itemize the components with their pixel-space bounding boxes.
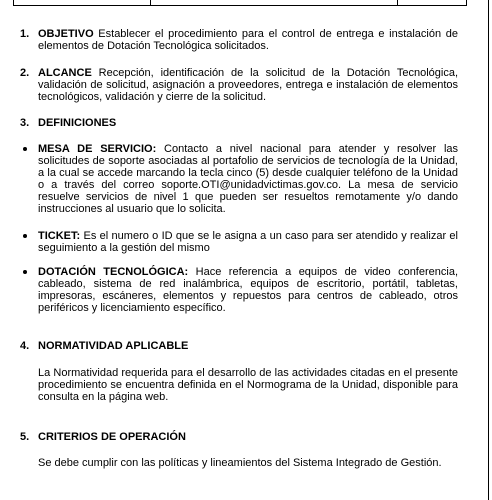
section-number: 4. xyxy=(20,340,30,352)
section-heading: ALCANCE xyxy=(38,67,92,79)
definition-text: Es el numero o ID que se le asigna a un caso para ser atendido y realizar el seguimiento a la gestión del mismo xyxy=(38,230,458,254)
section-heading: OBJETIVO xyxy=(38,28,94,40)
section-alcance xyxy=(38,67,458,103)
section-text: Se debe cumplir con las políticas y lineamientos del Sistema Integrado de Gestión. xyxy=(38,457,442,469)
section-number: 1. xyxy=(20,28,30,40)
definition-ticket xyxy=(38,230,458,254)
definition-term: DOTACIÓN TECNOLÓGICA: xyxy=(38,266,189,278)
definition-term: MESA DE SERVICIO: xyxy=(38,143,157,155)
definition-text: Contacto a nivel nacional para atender y resolver las solicitudes de soporte asociadas al portafolio de servicios de tecnología de la Unidad, a la cual se accede marcando la tecla cinco (5) desde cualquier teléfono de la Unidad o a través del correo soporte.OTI@unidadvictimas.gov.co. La mesa de servicio resuelve servicios de nivel 1 que pueden ser resueltos remotamente y/o dando instrucciones al usuario que lo solicita. xyxy=(38,143,459,215)
section-heading: DEFINICIONES xyxy=(38,117,117,129)
definition-text: Hace referencia a equipos de video conferencia, cableado, sistema de red inalámbrica, equipos de escritorio, portátil, tabletas, impresoras, escáneres, elementos y repuestos para centros de cableado, otros periféricos y licenciamiento específico. xyxy=(38,266,458,314)
page-edge-rule xyxy=(488,0,489,500)
section-text: La Normatividad requerida para el desarrollo de las actividades citadas en el presente procedimiento se encuentra definida en el Normograma de la Unidad, disponible para consulta en la página web. xyxy=(38,367,458,403)
header-table-bottom xyxy=(13,0,467,6)
section-text: Recepción, identificación de la solicitud de la Dotación Tecnológica, validación de solicitud, asignación a proveedores, entrega e instalación de elementos tecnológicos, validación y cierre de la solicitud. xyxy=(38,67,459,103)
section-number: 3. xyxy=(20,117,30,129)
section-heading: CRITERIOS DE OPERACIÓN xyxy=(38,431,186,443)
section-text: Establecer el procedimiento para el control de entrega e instalación de elementos de Dotación Tecnológica solicitados. xyxy=(38,28,459,52)
table-divider xyxy=(150,0,151,5)
bullet-icon xyxy=(23,270,27,274)
section-number: 5. xyxy=(20,431,30,443)
definition-term: TICKET: xyxy=(38,230,81,242)
bullet-icon xyxy=(23,147,27,151)
section-number: 2. xyxy=(20,67,30,79)
bullet-icon xyxy=(23,234,27,238)
section-heading: NORMATIVIDAD APLICABLE xyxy=(38,340,189,352)
definition-mesa-de-servicio xyxy=(38,143,458,215)
definition-dotacion-tecnologica xyxy=(38,266,458,314)
table-divider xyxy=(397,0,398,5)
section-objetivo xyxy=(38,28,458,52)
